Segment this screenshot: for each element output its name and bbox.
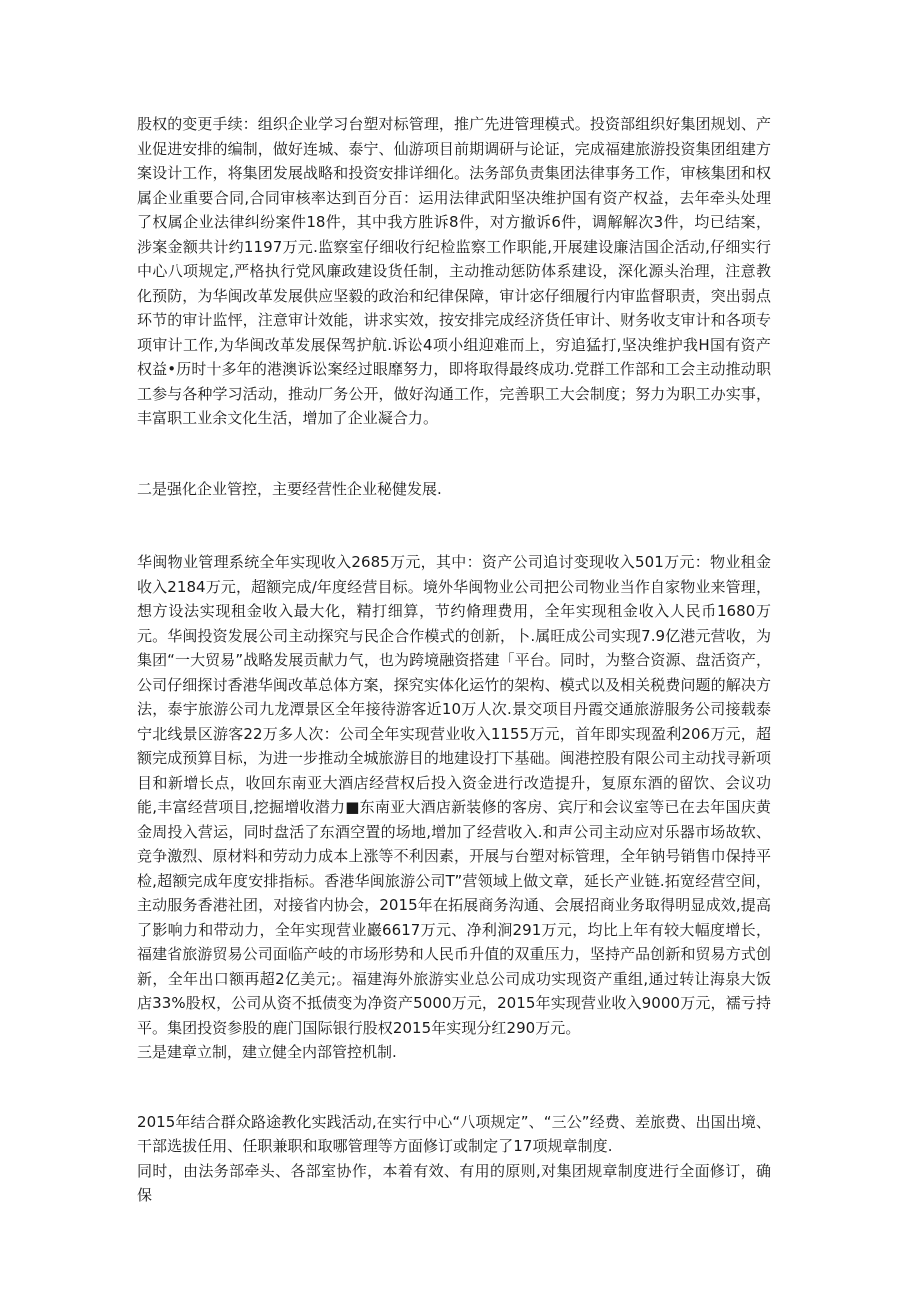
document-body	[137, 112, 771, 1208]
body-paragraph: 华闽物业管理系统全年实现收入2685万元，其中：资产公司追讨变现收入501万元：物业租金收入2184万元，超额完成/年度经营目标。境外华闽物业公司把公司物业当作自家物业来管理，想方设法实现租金收入最大化，精打细算，节约脩理费用，全年实现租金收入人民币1680万元。华闽投资发展公司主动探究与民企合作模式的创新，卜.属旺成公司实现7.9亿港元营收，为集团“一大贸易”战略发展贡献力气，也为跨境融资搭建「平台。同时，为整合资源、盘活资产，公司仔细探讨香港华闽改革总体方案，探究实体化运竹的架构、模式以及相关税费问题的解决方法，泰宇旅游公司九龙潭景区全年接待游客近10万人次.景交项目丹霞交通旅游服务公司接载泰宁北线景区游客22万多人次：公司全年实现营业收入1155万元，首年即实现盈利206万元，超额完成预算目标，为进一步推动全城旅游目的地建设打下基础。闽港控股有限公司主动找寻新项目和新增长点，收回东南亚大酒店经营权后投入资金进行改造提升，复原东酒的留饮、会议功能,丰富经营项目,挖掘增收潜力■东南亚大酒店新装修的客房、宾厅和会议室等已在去年国庆黄金周投入营运，同时盘活了东酒空置的场地,增加了经营收入.和声公司主动应对乐器市场故软、竞争激烈、原材料和劳动力成本上涨等不利因素，开展与台塑对标管理，全年钠号销售巾保持平检,超额完成年度安排指标。香港华闽旅游公司T”营领域上做文章，延长产业链.拓宽经营空间，主动服务香港社团，对接省内协会，2015年在拓展商务沟通、会展招商业务取得明显成效,提高了影响力和带动力，全年实现营业巖6617万元、净利涧291万元，均比上年有较大幅度增长，福建省旅游贸易公司面临产岐的市场形势和人民币升值的双重压力，坚持产品创新和贸易方式创新，全年出口额再超2亿美元;。福建海外旅游实业总公司成功实现资产重组,通过转让海泉大饭店33%股权，公司从资不抵债变为净资产5000万元，2015年实现营业收入9000万元，襦亏持平。集团投资参股的鹿门国际银行股权2015年实现分红290万元。	[137, 553, 771, 1037]
section-heading: 三是建章立制，建立健全内部管控机制.	[137, 1043, 397, 1061]
body-paragraph: 股权的变更手续：组织企业学习台塑对标管理，推广先进管理模式。投资部组织好集团规划、产业促进安排的编制，做好连城、泰宁、仙游项目前期调研与论证，完成福建旅游投资集团组建方案设计工作，将集团发展战略和投资安排详细化。法务部负责集团法律事务工作，审核集团和权属企业重要合同,合同审核率达到百分百：运用法律武阳坚决维护国有资产权益，去年牵头处理了权属企业法律纠纷案件18件，其中我方胜诉8件，对方撤诉6件，调解解次3件，均已结案，涉案金额共计约1197万元.监察室仔细收行纪检监察工作职能,开展建设廉洁国企活动,仔细实行中心八项规定,严格执行党风廉政建设货任制，主动推动惩防体系建设，深化源头治理，注意教化预防，为华闽改革发展供应坚毅的政治和纪律保障，审计宓仔细履行内审监督职责，突出弱点环节的审计监怦，注意审计效能，讲求实效，按安排完成经济货任审计、财务收支审计和各项专项审计工作,为华闽改革发展保驾护航.诉讼4项小组迎难而上，穷追猛打,坚决维护我H国有资产权益•历时十多年的港澳诉讼案经过眼靡努力，即将取得最终成功.党群工作部和工会主动推动职工参与各种学习活动，推动厂务公开，做好沟通工作，完善职工大会制度；努力为职工办实事，丰富职工业余文化生活，增加了企业凝合力。	[137, 115, 771, 427]
section-heading: 二是强化企业管控，主要经营性企业秘健发展.	[137, 479, 442, 498]
body-paragraph: 2015年结合群众路途教化实践活动,在实行中心“八项规定”、“三公”经费、差旅费、出国出境、干部选拔任用、任职兼职和取哪管理等方面修订或制定了17项规章制度.	[137, 1112, 771, 1155]
body-paragraph: 同时，由法务部牵头、各部室协作，本着有效、有用的原则,对集团规章制度进行全面修订，确保	[137, 1161, 771, 1204]
